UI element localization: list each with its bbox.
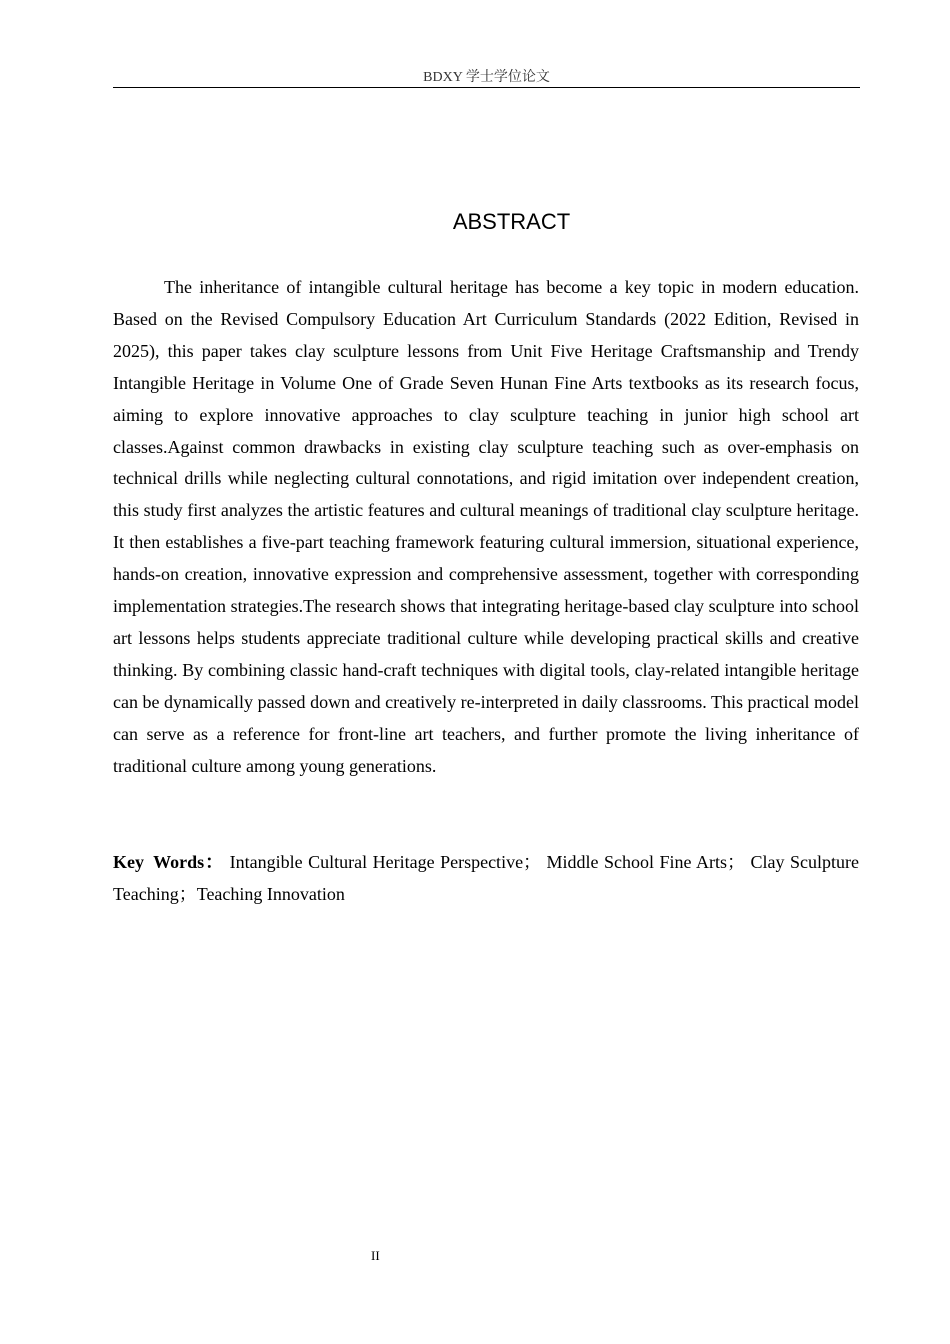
abstract-body: The inheritance of intangible cultural heritage has become a key topic in modern education. Based on the Revised Compulsory Education Art Curriculum Standards (2022 Edition, Revised in 2025), this paper takes clay sculpture lessons from Unit Five Heritage Craftsmanship and Trendy Intangible Heritage in Volume One of Grade Seven Hunan Fine Arts textbooks as its research focus, aiming to explore innovative approaches to clay sculpture teaching in junior high school art classes.Against common drawbacks in existing clay sculpture teaching such as over-emphasis on technical drills while neglecting cultural connotations, and rigid imitation over independent creation, this study first analyzes the artistic features and cultural meanings of traditional clay sculpture heritage. It then establishes a five-part teaching framework featuring cultural immersion, situational experience, hands-on creation, innovative expression and comprehensive assessment, together with corresponding implementation strategies.The research shows that integrating heritage-based clay sculpture into school art lessons helps students appreciate traditional culture while developing practical skills and creative thinking. By combining classic hand-craft techniques with digital tools, clay-related intangible heritage can be dynamically passed down and creatively re-interpreted in daily classrooms. This practical model can serve as a reference for front-line art teachers, and further promote the living inheritance of traditional culture among young generations.	[113, 277, 859, 776]
page-number: II	[371, 1248, 380, 1263]
keywords-label: Key Words：	[113, 852, 225, 872]
abstract-title: ABSTRACT	[452, 209, 571, 234]
header-text: BDXY 学士学位论文	[423, 70, 550, 85]
keywords-text: Intangible Cultural Heritage Perspective； Middle School Fine Arts； Clay Sculpture Teaching；Teaching Innovation	[113, 852, 860, 904]
keywords	[113, 846, 859, 910]
page-header	[113, 68, 860, 88]
